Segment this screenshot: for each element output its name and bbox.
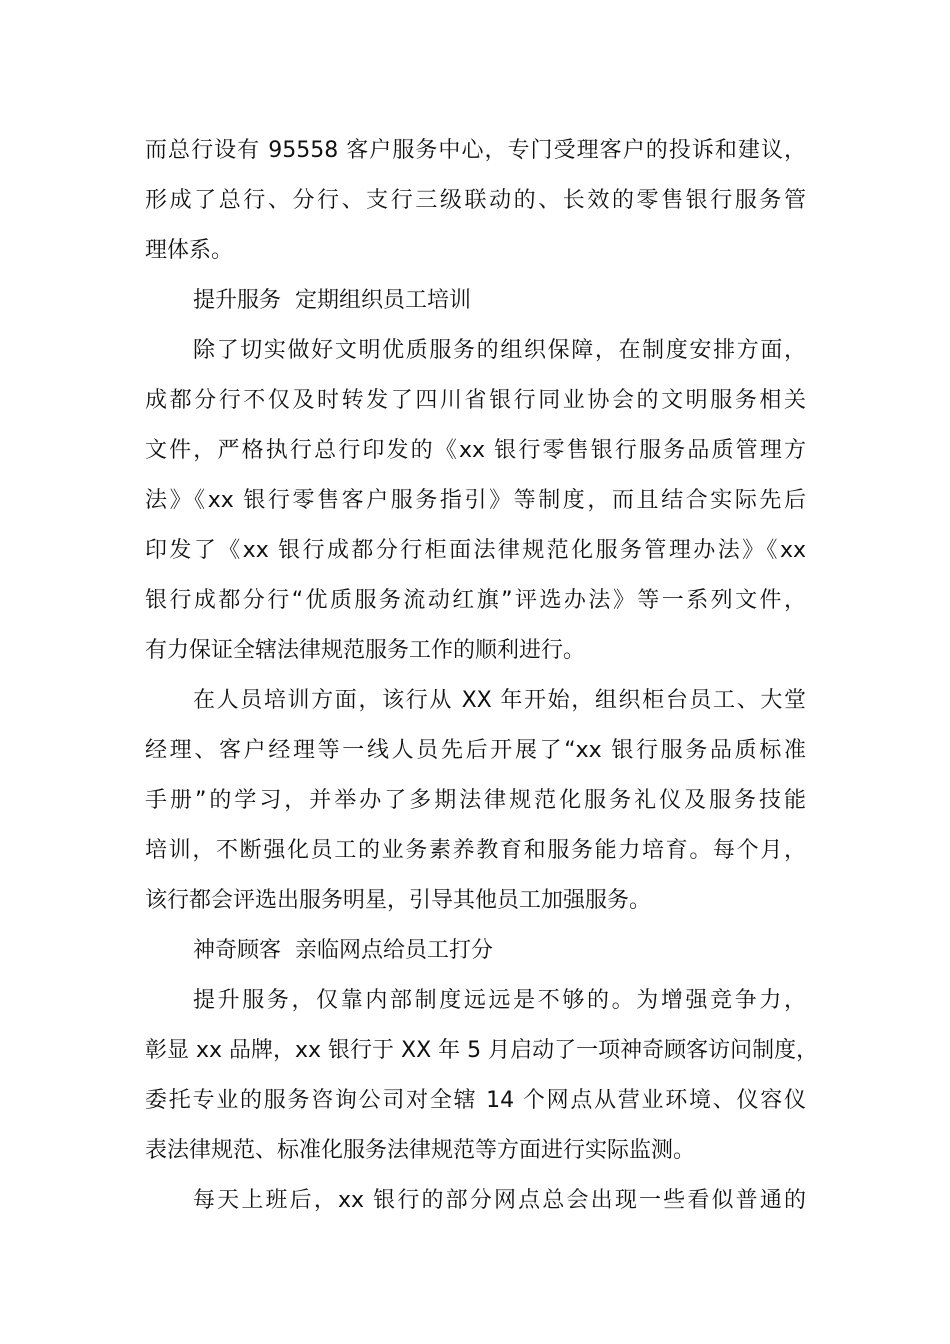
text-line [0,376,950,426]
line-text: 表法律规范、标准化服务法律规范等方面进行实际监测。 [145,1138,696,1163]
section-heading [0,926,950,976]
line-text: 理体系。 [145,238,234,263]
text-line [0,976,950,1026]
line-text: 彰显 xx 品牌，xx 银行于 XX 年 5 月启动了一项神奇顾客访问制度， [145,1038,819,1063]
text-line [0,326,950,376]
text-line [0,726,950,776]
line-text: 银行成都分行“优质服务流动红旗”评选办法》等一系列文件， [145,588,806,613]
line-text: 成都分行不仅及时转发了四川省银行同业协会的文明服务相关 [145,388,806,413]
line-text: 在人员培训方面，该行从 XX 年开始，组织柜台员工、大堂 [193,688,806,713]
line-text: 而总行设有 95558 客户服务中心，专门受理客户的投诉和建议， [145,138,806,163]
line-text: 每天上班后，xx 银行的部分网点总会出现一些看似普通的 [193,1188,806,1213]
text-line [0,1026,950,1076]
text-line [0,826,950,876]
line-text: 该行都会评选出服务明星，引导其他员工加强服务。 [145,888,652,913]
line-text: 有力保证全辖法律规范服务工作的顺利进行。 [145,638,586,663]
line-text: 提升服务，仅靠内部制度远远是不够的。为增强竞争力， [193,988,806,1013]
text-line [0,1176,950,1226]
line-text: 形成了总行、分行、支行三级联动的、长效的零售银行服务管 [145,188,806,213]
text-line [0,126,950,176]
text-line [0,776,950,826]
line-text: 经理、客户经理等一线人员先后开展了“xx 银行服务品质标准 [145,738,806,763]
line-text: 培训，不断强化员工的业务素养教育和服务能力培育。每个月， [145,838,806,863]
line-text: 手册”的学习，并举办了多期法律规范化服务礼仪及服务技能 [145,788,806,813]
text-line [0,576,950,626]
heading-text: 神奇顾客 亲临网点给员工打分 [193,938,493,963]
line-text: 法》《xx 银行零售客户服务指引》等制度，而且结合实际先后 [145,488,806,513]
text-line [0,426,950,476]
text-line [0,1076,950,1126]
text-line [0,226,950,276]
section-heading [0,276,950,326]
line-text: 印发了《xx 银行成都分行柜面法律规范化服务管理办法》《xx [145,538,806,563]
line-text: 除了切实做好文明优质服务的组织保障，在制度安排方面， [193,338,806,363]
text-line [0,876,950,926]
text-line [0,176,950,226]
text-line [0,1126,950,1176]
text-line [0,676,950,726]
text-line [0,526,950,576]
text-line [0,626,950,676]
line-text: 委托专业的服务咨询公司对全辖 14 个网点从营业环境、仪容仪 [145,1088,806,1113]
line-text: 文件，严格执行总行印发的《xx 银行零售银行服务品质管理方 [145,438,806,463]
text-line [0,476,950,526]
heading-text: 提升服务 定期组织员工培训 [193,288,471,313]
